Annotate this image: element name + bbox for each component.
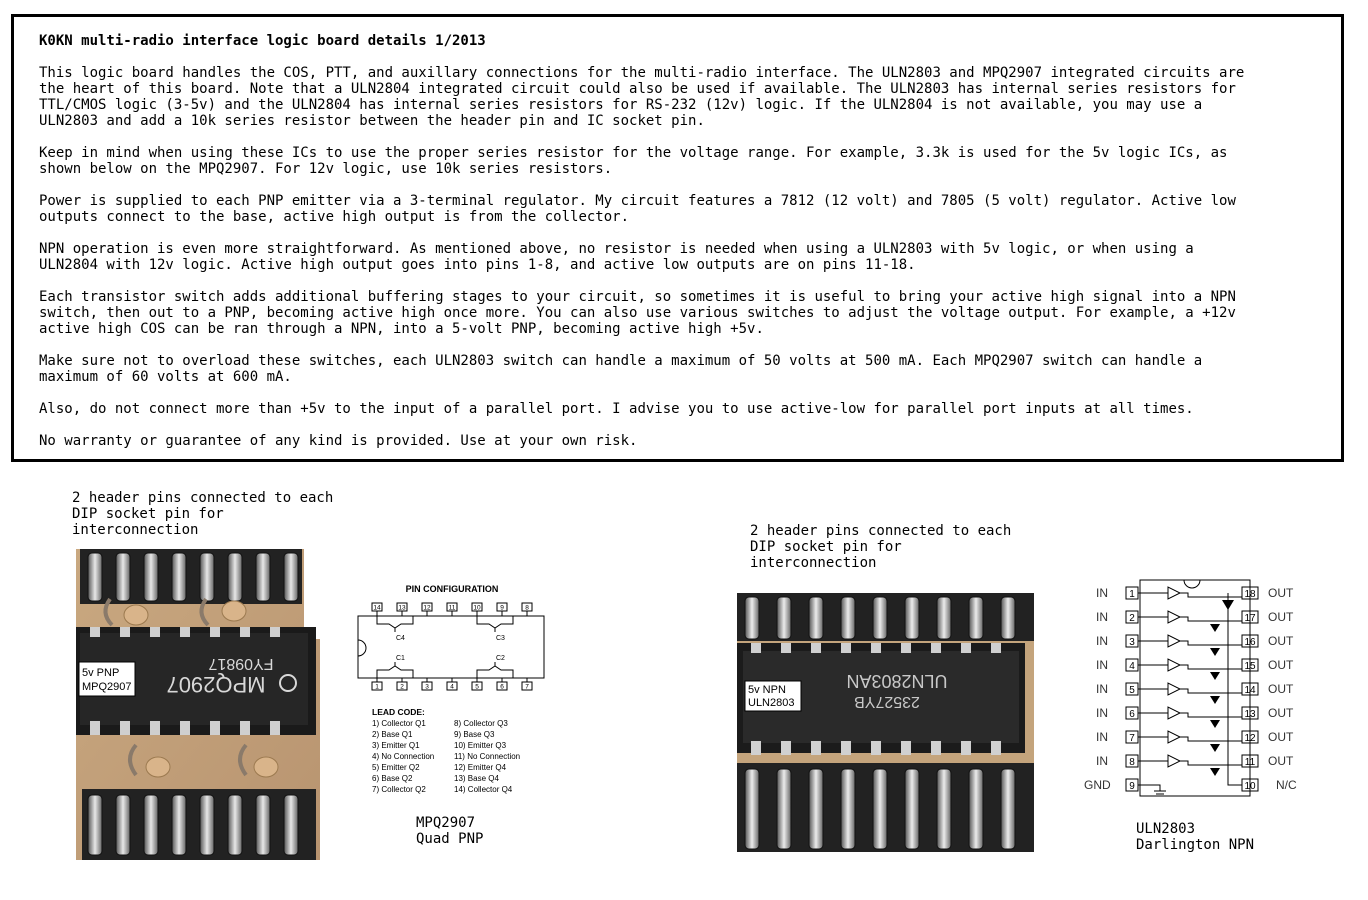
uln-right-label-1: OUT [1268, 586, 1294, 600]
pin-top-4: 11 [448, 604, 456, 612]
mpq2907-pin-diagram [350, 578, 550, 798]
right-header-note: 2 header pins connected to each DIP socket pin for interconnection [750, 523, 1012, 571]
lead-code-title: LEAD CODE: [372, 707, 425, 717]
uln-left-label-6: IN [1096, 706, 1108, 720]
uln-pin-8: 8 [1129, 757, 1135, 768]
uln-pin-15: 15 [1244, 661, 1256, 672]
pin-config-title: PIN CONFIGURATION [405, 584, 499, 594]
uln-pin-17: 17 [1244, 613, 1256, 624]
transistor-c1: C1 [396, 655, 405, 662]
uln-right-label-3: OUT [1268, 634, 1294, 648]
pin-top-3: 12 [423, 604, 431, 612]
uln-left-label-5: IN [1096, 682, 1108, 696]
uln-right-label-6: OUT [1268, 706, 1294, 720]
right-photo-label-line2: ULN2803 [748, 697, 795, 709]
transistor-c4: C4 [396, 635, 405, 642]
paragraph-resistors: Keep in mind when using these ICs to use the proper series resistor for the voltage range. For example, 3.3k is used for the 5v logic ICs, as shown below on the MPQ2907. For 12v logic, use 10k series resistors. [39, 145, 1228, 177]
uln-chip-marking-2: 23527YB [854, 693, 920, 710]
uln-pin-9: 9 [1129, 781, 1135, 792]
lead-code-3: 3) Emitter Q1 [372, 741, 420, 750]
pin-bottom-4: 4 [450, 683, 454, 691]
pin-top-5: 10 [473, 604, 481, 612]
page-title: K0KN multi-radio interface logic board details 1/2013 [39, 33, 486, 49]
details-text-box [11, 14, 1344, 462]
paragraph-power: Power is supplied to each PNP emitter via a 3-terminal regulator. My circuit features a 7812 (12 volt) and 7805 (5 volt) regulator. Active low outputs connect to the base, active high output is from the collector. [39, 193, 1236, 225]
uln-pin-14: 14 [1244, 685, 1256, 696]
uln-left-label-4: IN [1096, 658, 1108, 672]
uln2803-board-photo [737, 593, 1034, 852]
lead-code-13: 13) Base Q4 [454, 774, 499, 783]
uln-left-label-7: IN [1096, 730, 1108, 744]
uln-pin-11: 11 [1244, 757, 1256, 768]
uln-pin-6: 6 [1129, 709, 1135, 720]
transistor-c2: C2 [496, 655, 505, 662]
left-photo-label-line2: MPQ2907 [82, 681, 132, 693]
uln2803-schematic [1080, 578, 1320, 800]
lead-code-9: 9) Base Q3 [454, 730, 495, 739]
uln-pin-1: 1 [1129, 589, 1135, 600]
uln-right-label-9: N/C [1276, 778, 1297, 792]
lead-code-7: 7) Collector Q2 [372, 785, 426, 794]
uln-pin-16: 16 [1244, 637, 1256, 648]
uln-chip-marking-1: ULN2803AN [846, 671, 948, 691]
lead-code-1: 1) Collector Q1 [372, 719, 426, 728]
transistor-c3: C3 [496, 635, 505, 642]
paragraph-parallel-port: Also, do not connect more than +5v to the input of a parallel port. I advise you to use active-low for parallel port inputs at all times. [39, 401, 1194, 417]
uln-pin-3: 3 [1129, 637, 1135, 648]
uln-pin-4: 4 [1129, 661, 1135, 672]
uln-left-label-2: IN [1096, 610, 1108, 624]
uln-left-label-1: IN [1096, 586, 1108, 600]
pin-top-1: 14 [373, 604, 381, 612]
uln-pin-7: 7 [1129, 733, 1135, 744]
pin-bottom-5: 5 [475, 683, 479, 691]
lead-code-14: 14) Collector Q4 [454, 785, 513, 794]
pin-bottom-6: 6 [500, 683, 504, 691]
uln-left-label-8: IN [1096, 754, 1108, 768]
uln-pin-2: 2 [1129, 613, 1135, 624]
pin-bottom-7: 7 [525, 683, 529, 691]
mpq-chip-marking-1: MPQ2907 [166, 672, 266, 697]
lead-code-6: 6) Base Q2 [372, 774, 413, 783]
paragraph-limits: Make sure not to overload these switches, each ULN2803 switch can handle a maximum of 50 volts at 500 mA. Each MPQ2907 switch can handle a maximum of 60 volts at 600 mA. [39, 353, 1203, 385]
lead-code-4: 4) No Connection [372, 752, 435, 761]
pin-bottom-3: 3 [425, 683, 429, 691]
uln-right-label-2: OUT [1268, 610, 1294, 624]
mpq2907-board-photo [76, 549, 320, 860]
uln-pin-5: 5 [1129, 685, 1135, 696]
pin-top-2: 13 [398, 604, 406, 612]
paragraph-intro: This logic board handles the COS, PTT, and auxillary connections for the multi-radio interface. The ULN2803 and MPQ2907 integrated circuits are the heart of this board. Note that a ULN2804 integrated circuit could also be used if available. The ULN2803 has internal series resistors for TTL/CMOS logic (3-5v) and the ULN2804 has internal series resistors for RS-232 (12v) logic. If the ULN2804 is not available, you may use a ULN2803 and add a 10k series resistor between the header pin and IC socket pin. [39, 65, 1245, 129]
uln-pin-12: 12 [1244, 733, 1256, 744]
uln-right-label-4: OUT [1268, 658, 1294, 672]
left-header-note: 2 header pins connected to each DIP socket pin for interconnection [72, 490, 334, 538]
uln-right-label-8: OUT [1268, 754, 1294, 768]
mpq-chip-marking-2: FY09817 [208, 655, 274, 672]
pin-bottom-1: 1 [375, 683, 379, 691]
lead-code-2: 2) Base Q1 [372, 730, 413, 739]
paragraph-npn: NPN operation is even more straightforward. As mentioned above, no resistor is needed when using a ULN2803 with 5v logic, or when using a ULN2804 with 12v logic. Active high output goes into pins 1-8, and active low outputs are on pins 11-18. [39, 241, 1194, 273]
lead-code-8: 8) Collector Q3 [454, 719, 508, 728]
pin-bottom-2: 2 [400, 683, 404, 691]
paragraph-warranty: No warranty or guarantee of any kind is provided. Use at your own risk. [39, 433, 638, 449]
pin-top-7: 8 [525, 604, 529, 612]
uln-pin-18: 18 [1244, 589, 1256, 600]
mpq-caption: MPQ2907 Quad PNP [416, 815, 484, 847]
pin-top-6: 9 [500, 604, 504, 612]
right-photo-label-line1: 5v NPN [748, 684, 786, 696]
uln-caption: ULN2803 Darlington NPN [1136, 821, 1255, 853]
uln-left-label-9: GND [1084, 778, 1111, 792]
uln-pin-10: 10 [1244, 781, 1256, 792]
lead-code-5: 5) Emitter Q2 [372, 763, 420, 772]
uln-right-label-5: OUT [1268, 682, 1294, 696]
lead-code-11: 11) No Connection [454, 752, 521, 761]
uln-right-label-7: OUT [1268, 730, 1294, 744]
uln-pin-13: 13 [1244, 709, 1256, 720]
left-photo-label-line1: 5v PNP [82, 667, 120, 679]
lead-code-12: 12) Emitter Q4 [454, 763, 507, 772]
lead-code-10: 10) Emitter Q3 [454, 741, 507, 750]
paragraph-buffering: Each transistor switch adds additional buffering stages to your circuit, so sometimes it is useful to bring your active high signal into a NPN switch, then out to a PNP, becoming active high once more. You can also use various switches to adjust the voltage output. For example, a +12v active high COS can be ran through a NPN, into a 5-volt PNP, becoming active high +5v. [39, 289, 1236, 337]
uln-left-label-3: IN [1096, 634, 1108, 648]
